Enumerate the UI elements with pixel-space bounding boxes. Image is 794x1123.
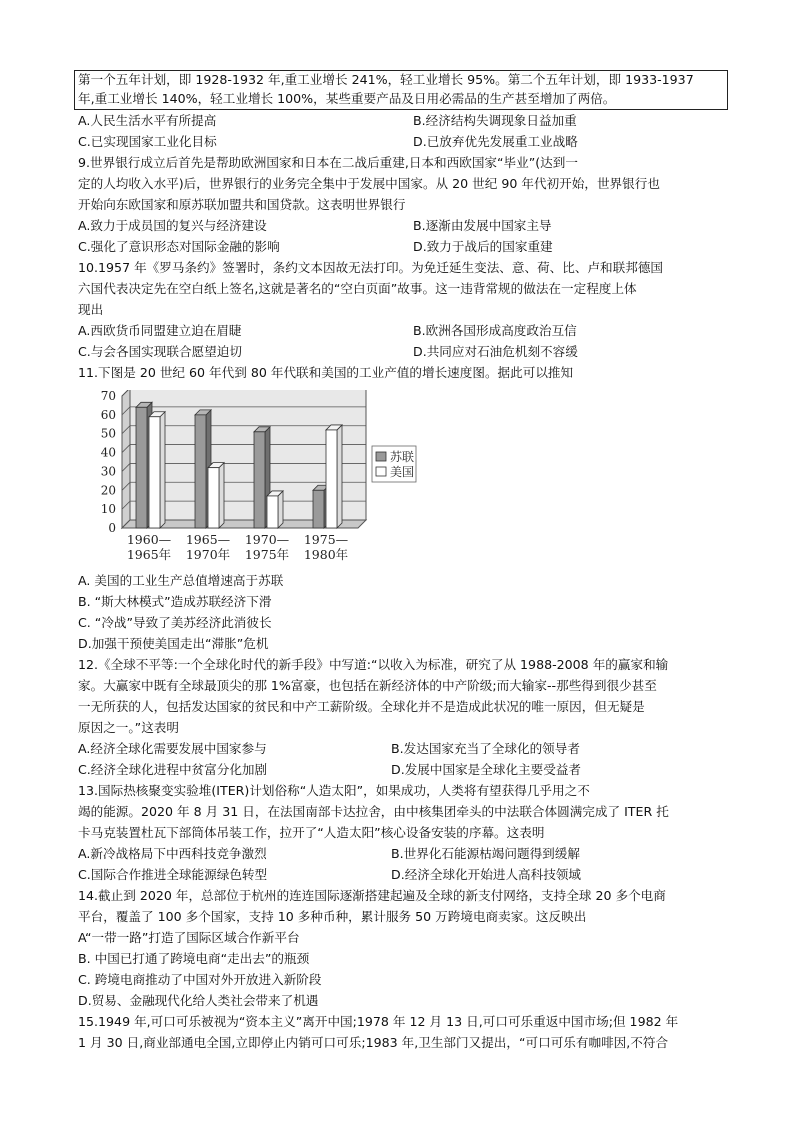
x-tick-label: 1975— xyxy=(303,532,349,547)
option-b: B. “斯大林模式”造成苏联经济下滑 xyxy=(78,594,272,609)
quote-line: 第一个五年计划，即 1928-1932 年,重工业增长 241%，轻工业增长 95%。第二个五年计划，即 1933-1937 xyxy=(78,72,694,87)
x-tick-label: 1960— xyxy=(126,532,172,547)
option-a: A“一带一路”打造了国际区域合作新平台 xyxy=(78,930,300,945)
x-tick-label: 1970— xyxy=(244,532,290,547)
question-stem: 11.下图是 20 世纪 60 年代到 80 年代联和美国的工业产值的增长速度图。据此可以推知 xyxy=(78,365,574,380)
bar-usa xyxy=(208,468,219,528)
option-d: D.经济全球化开始进人高科技领域 xyxy=(391,867,582,882)
bar-ussr xyxy=(136,407,147,528)
question-stem: 1 月 30 日,商业部通电全国,立即停止内销可口可乐;1983 年,卫生部门又提出，“可口可乐有咖啡因,不符合 xyxy=(78,1035,669,1050)
legend-label: 苏联 xyxy=(390,450,415,464)
x-tick-label: 1965年 xyxy=(126,547,172,562)
legend-swatch xyxy=(376,452,386,461)
option-c: C.强化了意识形态对国际金融的影响 xyxy=(78,239,280,254)
option-d: D.已放弃优先发展重工业战略 xyxy=(413,134,578,149)
option-d: D.共同应对石油危机刻不容缓 xyxy=(413,344,578,359)
y-tick-label: 60 xyxy=(100,407,116,422)
option-d: D.发展中国家是全球化主要受益者 xyxy=(391,762,582,777)
bar-usa xyxy=(267,496,278,528)
question-stem: 卡马克装置杜瓦下部筒体吊装工作，拉开了“人造太阳”核心设备安装的序幕。这表明 xyxy=(78,825,545,840)
legend-swatch xyxy=(376,467,386,476)
option-a: A.经济全球化需要发展中国家参与 xyxy=(78,741,267,756)
y-tick-label: 70 xyxy=(100,390,116,403)
option-a: A. 美国的工业生产总值增速高于苏联 xyxy=(78,573,284,588)
question-stem: 14.截止到 2020 年，总部位于杭州的连连国际逐渐搭建起遍及全球的新支付网络，支持全球 20 多个电商 xyxy=(78,888,666,903)
option-d: D.贸易、金融现代化给人类社会带来了机遇 xyxy=(78,993,319,1008)
bar-ussr xyxy=(254,432,265,528)
option-b: B.发达国家充当了全球化的领导者 xyxy=(391,741,580,756)
option-b: B.逐渐由发展中国家主导 xyxy=(413,218,552,233)
bar-usa xyxy=(326,430,337,528)
option-c: C.经济全球化进程中贫富分化加剧 xyxy=(78,762,268,777)
x-tick-label: 1970年 xyxy=(185,547,231,562)
option-a: A.新冷战格局下中西科技竞争激烈 xyxy=(78,846,267,861)
option-d: D.加强干预使美国走出“滞胀”危机 xyxy=(78,636,269,651)
question-stem: 竭的能源。2020 年 8 月 31 日，在法国南部卡达拉舍，由中核集团牵头的中法联合体圆满完成了 ITER 托 xyxy=(78,804,669,819)
question-stem: 定的人均收入水平)后，世界银行的业务完全集中于发展中国家。从 20 世纪 90 年代初开始，世界银行也 xyxy=(78,176,660,191)
bar-ussr xyxy=(313,490,324,528)
bar-side xyxy=(219,463,224,528)
question-stem: 15.1949 年,可口可乐被视为“资本主义”离开中国;1978 年 12 月 13 日,可口可乐重返中国市场;但 1982 年 xyxy=(78,1014,679,1029)
question-stem: 9.世界银行成立后首先是帮助欧洲国家和日本在二战后重建,日本和西欧国家“毕业”(达到一 xyxy=(78,155,578,170)
option-c: C. “冷战”导致了美苏经济此消彼长 xyxy=(78,615,272,630)
question-stem: 13.国际热核聚变实验堆(ITER)计划俗称“人造太阳”，如果成功，人类将有望获得几乎用之不 xyxy=(78,783,590,798)
bar-side xyxy=(278,491,283,528)
option-c: C.国际合作推进全球能源绿色转型 xyxy=(78,867,268,882)
y-tick-label: 10 xyxy=(100,502,116,517)
question-stem: 开始向东欧国家和原苏联加盟共和国贷款。这表明世界银行 xyxy=(78,197,406,212)
option-d: D.致力于战后的国家重建 xyxy=(413,239,553,254)
x-tick-label: 1965— xyxy=(185,532,231,547)
option-a: A.人民生活水平有所提高 xyxy=(78,113,217,128)
bar-side xyxy=(160,412,165,528)
bar-side xyxy=(337,425,342,528)
x-tick-label: 1975年 xyxy=(244,547,290,562)
bar-ussr xyxy=(195,415,206,528)
question-stem: 12.《全球不平等:一个全球化时代的新手段》中写道:“以收入为标准，研究了从 1988-2008 年的赢家和输 xyxy=(78,657,669,672)
question-stem: 10.1957 年《罗马条约》签署时，条约文本因故无法打印。为免迁延生变法、意、荷、比、卢和联邦德国 xyxy=(78,260,664,275)
option-b: B.世界化石能源枯竭问题得到缓解 xyxy=(391,846,580,861)
question-stem: 一无所获的人，包括发达国家的贫民和中产工薪阶级。全球化并不是造成此状况的唯一原因，但无疑是 xyxy=(78,699,645,714)
y-tick-label: 30 xyxy=(100,464,116,479)
option-c: C. 跨境电商推动了中国对外开放进入新阶段 xyxy=(78,972,322,987)
legend-label: 美国 xyxy=(390,465,415,479)
quote-line: 年,重工业增长 140%，轻工业增长 100%，某些重要产品及日用必需品的生产甚至增加了两倍。 xyxy=(78,91,616,106)
y-tick-label: 20 xyxy=(100,483,116,498)
bar-usa xyxy=(149,417,160,528)
question-stem: 六国代表决定先在空白纸上签名,这就是著名的“空白页面”故事。这一违背常规的做法在一定程度上体 xyxy=(78,281,637,296)
option-c: C.与会各国实现联合愿望迫切 xyxy=(78,344,242,359)
option-a: A.致力于成员国的复兴与经济建设 xyxy=(78,218,267,233)
x-tick-label: 1980年 xyxy=(303,547,349,562)
question-stem: 现出 xyxy=(78,302,104,317)
question-stem: 家。大赢家中既有全球最顶尖的那 1%富豪，也包括在新经济体的中产阶级;而大输家--那些得到很少甚至 xyxy=(78,678,657,693)
option-b: B.经济结构失调现象日益加重 xyxy=(413,113,577,128)
growth-bar-chart xyxy=(84,390,429,568)
question-stem: 原因之一。”这表明 xyxy=(78,720,179,735)
chart-svg xyxy=(84,390,429,568)
question-stem: 平台，覆盖了 100 多个国家，支持 10 多种币种，累计服务 50 万跨境电商卖家。这反映出 xyxy=(78,909,587,924)
option-b: B.欧洲各国形成高度政治互信 xyxy=(413,323,577,338)
option-b: B. 中国已打通了跨境电商“走出去”的瓶颈 xyxy=(78,951,310,966)
y-tick-label: 0 xyxy=(108,521,116,535)
y-tick-label: 40 xyxy=(100,445,116,460)
y-tick-label: 50 xyxy=(100,426,116,441)
option-a: A.西欧货币同盟建立迫在眉睫 xyxy=(78,323,242,338)
option-c: C.已实现国家工业化目标 xyxy=(78,134,217,149)
